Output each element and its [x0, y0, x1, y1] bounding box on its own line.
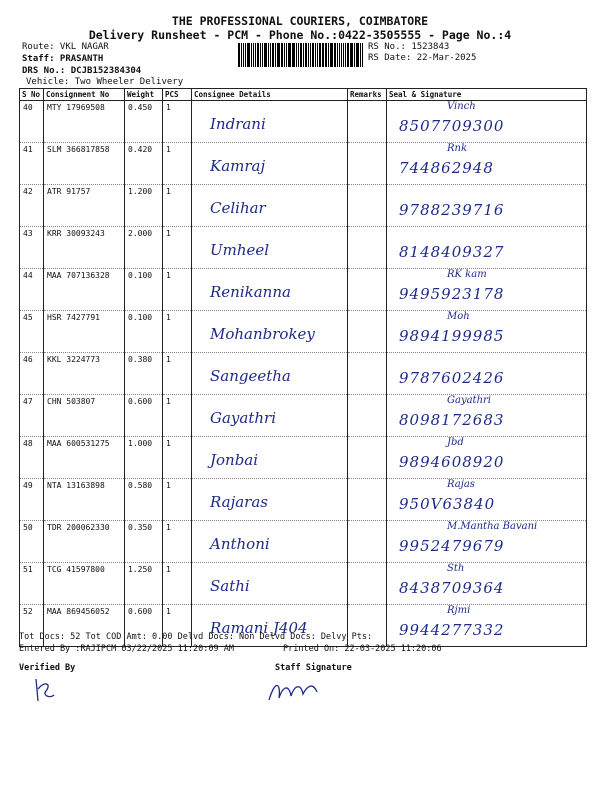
- cell-remarks: [348, 437, 387, 479]
- barcode-bar: [347, 43, 349, 67]
- cell-seal: [387, 227, 587, 269]
- verified-signature: [30, 675, 60, 705]
- handwritten-phone: 9944277332: [399, 621, 505, 639]
- barcode-bar: [341, 43, 343, 67]
- cell-seal: [387, 479, 587, 521]
- cell-consignee: [192, 521, 348, 563]
- barcode-bar: [303, 43, 304, 67]
- cell-seal: [387, 311, 587, 353]
- table-header-row: [20, 89, 587, 101]
- cell-remarks: [348, 353, 387, 395]
- barcode-bar: [326, 43, 327, 67]
- cell-sno: 40: [20, 101, 44, 143]
- rs-number: RS No.: 1523843: [368, 42, 450, 52]
- cell-seal: [387, 605, 587, 647]
- cell-consignment: MAA 707136328: [44, 269, 125, 311]
- barcode-bar: [243, 43, 244, 67]
- barcode-bar: [360, 43, 361, 67]
- barcode-bar: [315, 43, 316, 67]
- cell-weight: 1.250: [125, 563, 163, 605]
- barcode-bar: [268, 43, 269, 67]
- cell-consignee: [192, 185, 348, 227]
- cell-weight: 0.600: [125, 395, 163, 437]
- cell-pcs: 1: [163, 185, 192, 227]
- cell-consignment: KKL 3224773: [44, 353, 125, 395]
- table-row: [20, 101, 587, 143]
- handwritten-phone: 9894199985: [399, 327, 505, 345]
- cell-remarks: [348, 563, 387, 605]
- cell-consignment: HSR 7427791: [44, 311, 125, 353]
- handwritten-consignee-name: Ramani J404: [210, 619, 308, 637]
- col-remarks: Remarks: [348, 89, 387, 101]
- cell-seal: [387, 437, 587, 479]
- barcode: [238, 43, 364, 67]
- cell-pcs: 1: [163, 227, 192, 269]
- table-row: [20, 143, 587, 185]
- barcode-bar: [278, 43, 280, 67]
- cell-weight: 0.450: [125, 101, 163, 143]
- table-row: [20, 437, 587, 479]
- handwritten-consignee-name: Sathi: [210, 577, 250, 595]
- barcode-bar: [325, 43, 326, 67]
- cell-seal: [387, 563, 587, 605]
- cell-pcs: 1: [163, 143, 192, 185]
- cell-pcs: 1: [163, 479, 192, 521]
- cell-remarks: [348, 101, 387, 143]
- handwritten-consignee-name: Anthoni: [210, 535, 270, 553]
- barcode-bar: [272, 43, 274, 67]
- handwritten-signature: Rajas: [447, 479, 475, 490]
- handwritten-phone: 9787602426: [399, 369, 505, 387]
- cell-consignment: MAA 600531275: [44, 437, 125, 479]
- handwritten-phone: 9894608920: [399, 453, 505, 471]
- barcode-bar: [277, 43, 278, 67]
- barcode-bar: [270, 43, 271, 67]
- cell-consignee: [192, 395, 348, 437]
- handwritten-phone: 950V63840: [399, 495, 496, 513]
- handwritten-consignee-name: Renikanna: [210, 283, 291, 301]
- cell-consignee: [192, 437, 348, 479]
- barcode-bar: [356, 43, 357, 67]
- cell-pcs: 1: [163, 521, 192, 563]
- cell-seal: [387, 143, 587, 185]
- handwritten-signature: Rjmi: [447, 605, 471, 616]
- handwritten-phone: 8438709364: [399, 579, 505, 597]
- cell-consignee: [192, 227, 348, 269]
- col-consignment: Consignment No: [44, 89, 125, 101]
- col-consignee: Consignee Details: [192, 89, 348, 101]
- drs-label: DRS No.: DCJB152384304: [22, 66, 142, 76]
- cell-weight: 0.380: [125, 353, 163, 395]
- cell-sno: 43: [20, 227, 44, 269]
- cell-consignment: CHN 503807: [44, 395, 125, 437]
- col-pcs: PCS: [163, 89, 192, 101]
- cell-remarks: [348, 185, 387, 227]
- barcode-bar: [350, 43, 353, 67]
- handwritten-phone: 9952479679: [399, 537, 505, 555]
- barcode-bar: [245, 43, 247, 67]
- handwritten-signature: Jbd: [447, 437, 464, 448]
- table-row: [20, 227, 587, 269]
- barcode-bar: [330, 43, 333, 67]
- barcode-bar: [308, 43, 309, 67]
- cell-sno: 42: [20, 185, 44, 227]
- cell-sno: 52: [20, 605, 44, 647]
- table-row: [20, 185, 587, 227]
- table-row: [20, 521, 587, 563]
- handwritten-phone: 8098172683: [399, 411, 505, 429]
- barcode-bar: [298, 43, 299, 67]
- cell-weight: 0.100: [125, 311, 163, 353]
- cell-weight: 1.000: [125, 437, 163, 479]
- cell-remarks: [348, 143, 387, 185]
- handwritten-consignee-name: Indrani: [210, 115, 266, 133]
- handwritten-signature: Sth: [447, 563, 465, 574]
- cell-weight: 2.000: [125, 227, 163, 269]
- cell-seal: [387, 395, 587, 437]
- cell-seal: [387, 269, 587, 311]
- barcode-bar: [334, 43, 336, 67]
- cell-weight: 1.200: [125, 185, 163, 227]
- handwritten-consignee-name: Kamraj: [210, 157, 266, 175]
- barcode-bar: [310, 43, 311, 67]
- handwritten-signature: RK kam: [447, 269, 487, 280]
- col-weight: Weight: [125, 89, 163, 101]
- handwritten-consignee-name: Celihar: [210, 199, 266, 217]
- totals-line: Tot Docs: 52 Tot COD Amt: 0.00 Delvd Docs: Non Delvd Docs: Delvy Pts:: [19, 632, 373, 642]
- barcode-bar: [257, 43, 259, 67]
- cell-pcs: 1: [163, 101, 192, 143]
- barcode-bar: [264, 43, 267, 67]
- cell-consignee: [192, 143, 348, 185]
- handwritten-phone: 8507709300: [399, 117, 505, 135]
- handwritten-consignee-name: Jonbai: [210, 451, 259, 469]
- barcode-bar: [317, 43, 318, 67]
- cell-consignment: KRR 30093243: [44, 227, 125, 269]
- barcode-bar: [241, 43, 242, 67]
- cell-seal: [387, 101, 587, 143]
- barcode-bar: [345, 43, 346, 67]
- handwritten-signature: Rnk: [447, 143, 468, 154]
- handwritten-consignee-name: Rajaras: [210, 493, 268, 511]
- table-row: [20, 353, 587, 395]
- table-row: [20, 269, 587, 311]
- cell-seal: [387, 521, 587, 563]
- cell-remarks: [348, 479, 387, 521]
- cell-pcs: 1: [163, 437, 192, 479]
- cell-consignee: [192, 311, 348, 353]
- barcode-bar: [293, 43, 295, 67]
- cell-consignment: TCG 41597800: [44, 563, 125, 605]
- barcode-bar: [251, 43, 252, 67]
- handwritten-signature: Moh: [447, 311, 470, 322]
- barcode-bar: [286, 43, 287, 67]
- barcode-bar: [288, 43, 291, 67]
- route-label: Route: VKL NAGAR: [22, 42, 109, 52]
- cell-consignment: MAA 869456052: [44, 605, 125, 647]
- handwritten-phone: 744862948: [399, 159, 494, 177]
- cell-pcs: 1: [163, 311, 192, 353]
- cell-consignment: ATR 91757: [44, 185, 125, 227]
- cell-sno: 41: [20, 143, 44, 185]
- barcode-bar: [339, 43, 340, 67]
- printed-on: Printed On: 22-03-2025 11:20:06: [283, 644, 442, 654]
- barcode-bar: [253, 43, 254, 67]
- col-sno: S No: [20, 89, 44, 101]
- table-row: [20, 395, 587, 437]
- cell-consignee: [192, 353, 348, 395]
- barcode-bar: [262, 43, 263, 67]
- table-row: [20, 563, 587, 605]
- cell-seal: [387, 185, 587, 227]
- handwritten-phone: 9495923178: [399, 285, 505, 303]
- barcode-bar: [322, 43, 324, 67]
- staff-signature-label: Staff Signature: [275, 663, 352, 673]
- handwritten-signature: Vinch: [447, 101, 476, 112]
- cell-weight: 0.580: [125, 479, 163, 521]
- cell-consignment: MTY 17969508: [44, 101, 125, 143]
- staff-label: Staff: PRASANTH: [22, 54, 104, 64]
- barcode-bar: [328, 43, 329, 67]
- barcode-bar: [300, 43, 302, 67]
- cell-sno: 51: [20, 563, 44, 605]
- barcode-bar: [305, 43, 308, 67]
- cell-consignee: [192, 101, 348, 143]
- vehicle-label: Vehicle: Two Wheeler Delivery: [26, 77, 184, 87]
- staff-signature: [265, 678, 325, 706]
- runsheet-table: [19, 88, 587, 647]
- cell-remarks: [348, 395, 387, 437]
- cell-remarks: [348, 227, 387, 269]
- rs-date: RS Date: 22-Mar-2025: [368, 53, 477, 63]
- cell-sno: 50: [20, 521, 44, 563]
- cell-pcs: 1: [163, 563, 192, 605]
- barcode-bar: [357, 43, 359, 67]
- cell-remarks: [348, 521, 387, 563]
- cell-pcs: 1: [163, 353, 192, 395]
- handwritten-signature: Gayathri: [447, 395, 491, 406]
- cell-consignment: SLM 366817858: [44, 143, 125, 185]
- cell-sno: 48: [20, 437, 44, 479]
- entered-by: Entered By :RAJIPCM 03/22/2025 11:20:09 AM: [19, 644, 234, 654]
- cell-sno: 47: [20, 395, 44, 437]
- handwritten-consignee-name: Sangeetha: [210, 367, 291, 385]
- cell-pcs: 1: [163, 269, 192, 311]
- barcode-bar: [284, 43, 285, 67]
- table-row: [20, 479, 587, 521]
- barcode-bar: [255, 43, 256, 67]
- page-subtitle: Delivery Runsheet - PCM - Phone No.:0422-3505555 - Page No.:4: [88, 28, 512, 42]
- page-title: THE PROFESSIONAL COURIERS, COIMBATORE: [171, 14, 429, 28]
- barcode-bar: [247, 43, 250, 67]
- cell-consignment: TDR 200062330: [44, 521, 125, 563]
- cell-pcs: 1: [163, 605, 192, 647]
- handwritten-signature: M.Mantha Bavani: [447, 521, 538, 532]
- barcode-bar: [260, 43, 262, 67]
- cell-consignee: [192, 479, 348, 521]
- barcode-bar: [343, 43, 344, 67]
- cell-seal: [387, 353, 587, 395]
- cell-weight: 0.600: [125, 605, 163, 647]
- cell-remarks: [348, 269, 387, 311]
- verified-by-label: Verified By: [19, 663, 76, 673]
- cell-consignee: [192, 563, 348, 605]
- cell-weight: 0.100: [125, 269, 163, 311]
- barcode-bar: [337, 43, 338, 67]
- cell-pcs: 1: [163, 395, 192, 437]
- rs-info: [368, 42, 476, 64]
- handwritten-consignee-name: Mohanbrokey: [210, 325, 315, 343]
- handwritten-phone: 8148409327: [399, 243, 505, 261]
- handwritten-phone: 9788239716: [399, 201, 505, 219]
- col-seal: Seal & Signature: [387, 89, 587, 101]
- barcode-bar: [319, 43, 321, 67]
- barcode-bar: [275, 43, 276, 67]
- barcode-bar: [362, 43, 363, 67]
- barcode-bar: [238, 43, 240, 67]
- cell-consignment: NTA 13163898: [44, 479, 125, 521]
- handwritten-consignee-name: Umheel: [210, 241, 270, 259]
- table-row: [20, 311, 587, 353]
- barcode-bar: [296, 43, 297, 67]
- barcode-bar: [354, 43, 355, 67]
- cell-sno: 44: [20, 269, 44, 311]
- cell-consignee: [192, 269, 348, 311]
- cell-remarks: [348, 311, 387, 353]
- barcode-bar: [312, 43, 314, 67]
- handwritten-consignee-name: Gayathri: [210, 409, 276, 427]
- barcode-bar: [281, 43, 283, 67]
- cell-sno: 49: [20, 479, 44, 521]
- barcode-bar: [292, 43, 293, 67]
- cell-sno: 45: [20, 311, 44, 353]
- cell-weight: 0.420: [125, 143, 163, 185]
- cell-weight: 0.350: [125, 521, 163, 563]
- cell-sno: 46: [20, 353, 44, 395]
